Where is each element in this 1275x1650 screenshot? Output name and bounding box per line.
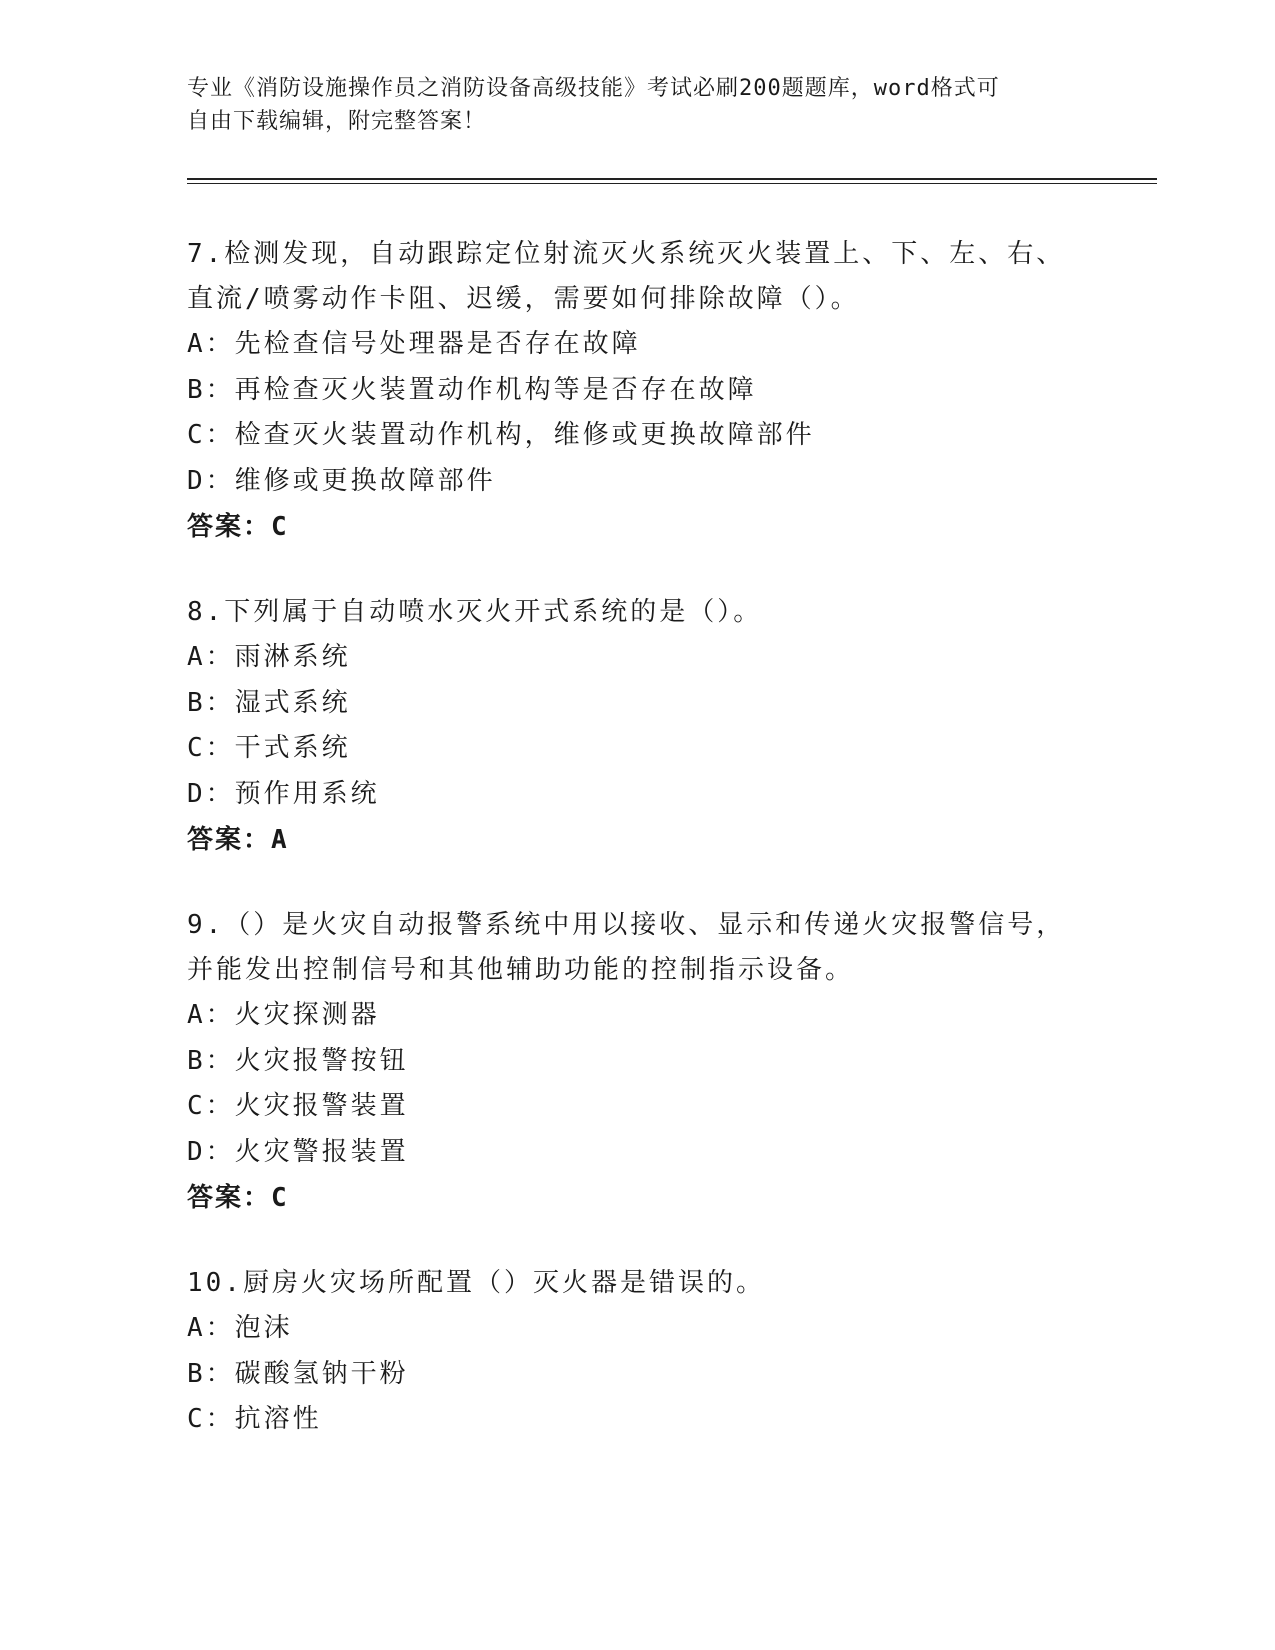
- option-d: D：火灾警报装置: [187, 1136, 409, 1167]
- header-divider: [187, 178, 1157, 184]
- answer: 答案：C: [187, 1183, 289, 1213]
- answer: 答案：C: [187, 512, 289, 542]
- question-10: [187, 1261, 1157, 1443]
- document-header: [187, 72, 1157, 138]
- option-b: B：湿式系统: [187, 687, 351, 718]
- header-line: 专业《消防设施操作员之消防设备高级技能》考试必刷200题题库，word格式可: [187, 76, 1000, 101]
- document-page: [187, 72, 1157, 1443]
- option-c: C：抗溶性: [187, 1404, 322, 1434]
- option-b: B：再检查灭火装置动作机构等是否存在故障: [187, 374, 757, 405]
- header-line: 自由下载编辑，附完整答案！: [187, 109, 487, 134]
- option-a: A：雨淋系统: [187, 642, 351, 672]
- question-stem: 10.厨房火灾场所配置（）灭火器是错误的。: [187, 1268, 765, 1298]
- option-a: A：先检查信号处理器是否存在故障: [187, 329, 641, 359]
- question-stem: 8.下列属于自动喷水灭火开式系统的是（）。: [187, 597, 763, 627]
- option-a: A：泡沫: [187, 1313, 293, 1343]
- question-7: [187, 232, 1157, 550]
- option-d: D：维修或更换故障部件: [187, 465, 496, 496]
- question-stem: 9.（）是火灾自动报警系统中用以接收、显示和传递火灾报警信号，: [187, 910, 1066, 940]
- question-8: [187, 590, 1157, 863]
- question-9: [187, 903, 1157, 1221]
- question-stem: 并能发出控制信号和其他辅助功能的控制指示设备。: [187, 955, 855, 985]
- option-c: C：火灾报警装置: [187, 1091, 409, 1121]
- option-d: D：预作用系统: [187, 778, 380, 809]
- answer: 答案：A: [187, 825, 289, 855]
- option-a: A：火灾探测器: [187, 1000, 380, 1030]
- option-b: B：碳酸氢钠干粉: [187, 1358, 409, 1389]
- question-stem: 直流/喷雾动作卡阻、迟缓，需要如何排除故障（）。: [187, 284, 860, 314]
- option-c: C：干式系统: [187, 733, 351, 763]
- option-c: C：检查灭火装置动作机构，维修或更换故障部件: [187, 420, 815, 450]
- question-stem: 7.检测发现，自动跟踪定位射流灭火系统灭火装置上、下、左、右、: [187, 239, 1066, 269]
- option-b: B：火灾报警按钮: [187, 1045, 409, 1076]
